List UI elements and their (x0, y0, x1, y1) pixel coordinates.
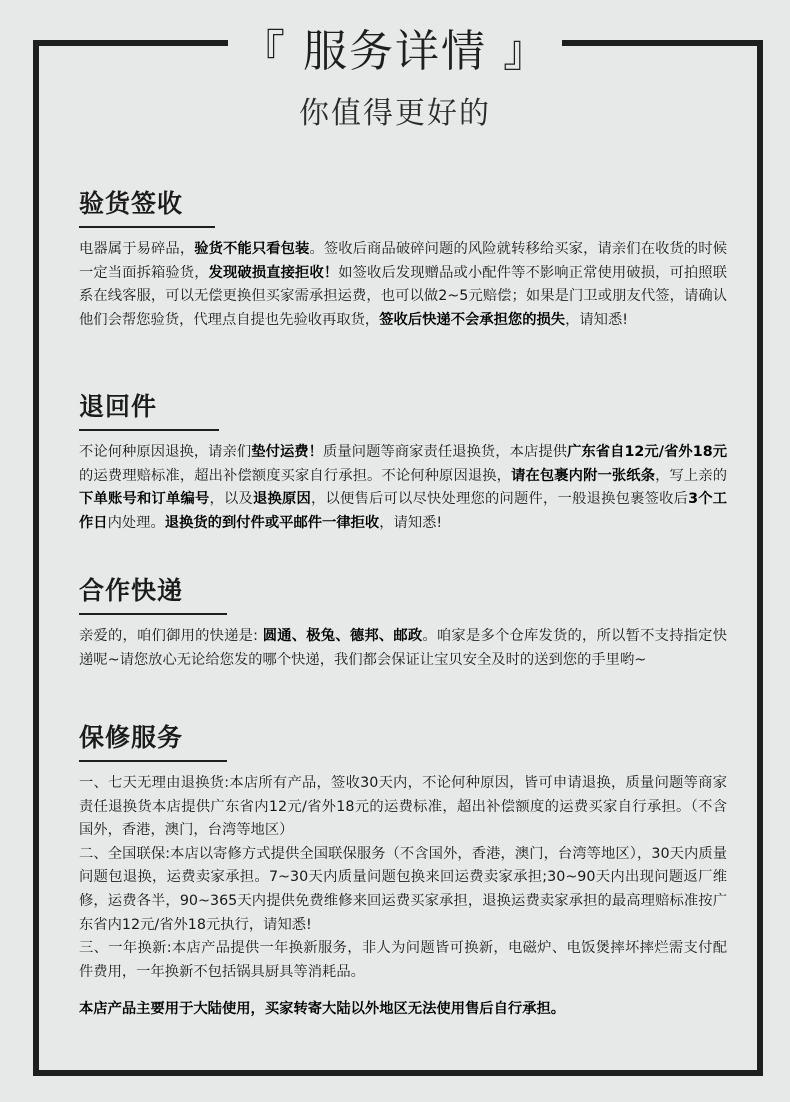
section-heading: 合作快递 (79, 576, 184, 605)
text-run: 内处理。 (107, 514, 165, 531)
warranty-item: 三、一年换新:本店产品提供一年换新服务，非人为问题皆可换新，电磁炉、电饭煲摔坏摔烂需支付配件费用，一年换新不包括锅具厨具等消耗品。 (79, 940, 727, 980)
emphasis-text: 请在包裹内附一张纸条 (511, 467, 656, 484)
text-run: ，以及 (209, 491, 254, 508)
text-run: ，请知悉! (565, 311, 629, 328)
warranty-item: 二、全国联保:本店以寄修方式提供全国联保服务（不含国外，香港，澳门，台湾等地区），30天内质量问题包退换，运费卖家承担。7~30天内质量问题包换来回运费卖家承担;30~90天内出现问题返厂维修，运费各半，90~365天内提供免费维修来回运费买家承担，退换运费卖家承担的最高理赔标准按广东省内12元/省外18元执行，请知悉! (79, 845, 727, 933)
section-warranty (79, 718, 727, 984)
section-body (79, 238, 727, 332)
section-heading: 验货签收 (79, 189, 184, 218)
text-run: 电器属于易碎品， (79, 241, 195, 257)
emphasis-text: 3个工作日 (79, 491, 728, 531)
heading-rule (79, 613, 227, 615)
emphasis-text: 签收后快递不会承担您的损失 (379, 311, 566, 328)
heading-rule (79, 429, 219, 431)
emphasis-text: 垫付运费！ (251, 444, 324, 460)
warranty-item: 一、七天无理由退换货:本店所有产品，签收30天内，不论何种原因，皆可申请退换，质量问题等商家责任退换货本店提供广东省内12元/省外18元的运费标准，超出补偿额度的运费买家自行承担。（不含国外，香港，澳门，台湾等地区） (79, 775, 727, 839)
text-run: 。签收后商品破碎问题的风险就转移给买家，请亲们在收货的时候一定当面拆箱验货， (79, 241, 727, 281)
emphasis-text: 下单账号和订单编号 (79, 491, 210, 508)
page-title: 『 服务详情 』 (241, 26, 549, 77)
section-returns (79, 387, 727, 535)
text-run: 的运费理赔标准，超出补偿额度买家自行承担。不论何种原因退换， (79, 467, 512, 484)
text-run: ，请知悉! (379, 514, 443, 531)
section-body (79, 441, 727, 535)
title-wrap (228, 12, 562, 82)
text-run: 质量问题等商家责任退换货，本店提供 (323, 444, 568, 460)
section-body (79, 625, 727, 672)
emphasis-text: 广东省自12元/省外18元 (567, 444, 728, 460)
heading-rule (79, 226, 215, 228)
section-heading: 退回件 (79, 392, 158, 421)
heading-rule (79, 760, 227, 762)
text-run: 。咱家是多个仓库发货的，所以暂不支持指定快递呢~请您放心无论给您发的哪个快递，我们都会保证让宝贝安全及时的送到您的手里哟~ (79, 628, 727, 668)
text-run: 亲爱的，咱们御用的快递是: (79, 628, 263, 644)
emphasis-text: 退换原因 (253, 491, 312, 508)
section-couriers (79, 571, 727, 672)
emphasis-text: 验货不能只看包装 (194, 241, 310, 257)
footer-note: 本店产品主要用于大陆使用，买家转寄大陆以外地区无法使用售后自行承担。 (79, 1001, 566, 1017)
emphasis-text: 发现破损直接拒收！ (208, 264, 339, 281)
text-run: 不论何种原因退换，请亲们 (79, 444, 252, 460)
section-inspection (79, 184, 727, 332)
page-subtitle: 你值得更好的 (299, 96, 491, 131)
text-run: ，写上亲的 (655, 467, 728, 484)
text-run: ，以便售后可以尽快处理您的问题件，一般退换包裹签收后 (311, 491, 689, 508)
section-body (79, 772, 727, 984)
section-heading: 保修服务 (79, 723, 184, 752)
emphasis-text: 退换货的到付件或平邮件一律拒收 (164, 514, 380, 531)
text-run: 如签收后发现赠品或小配件等不影响正常使用破损，可拍照联系在线客服，可以无偿更换但买家需承担运费，也可以做2~5元赔偿；如果是门卫或朋友代签，请确认他们会帮您验货，代理点自提也先验收再取货， (79, 264, 728, 328)
emphasis-text: 圆通、极兔、德邦、邮政 (262, 628, 423, 644)
